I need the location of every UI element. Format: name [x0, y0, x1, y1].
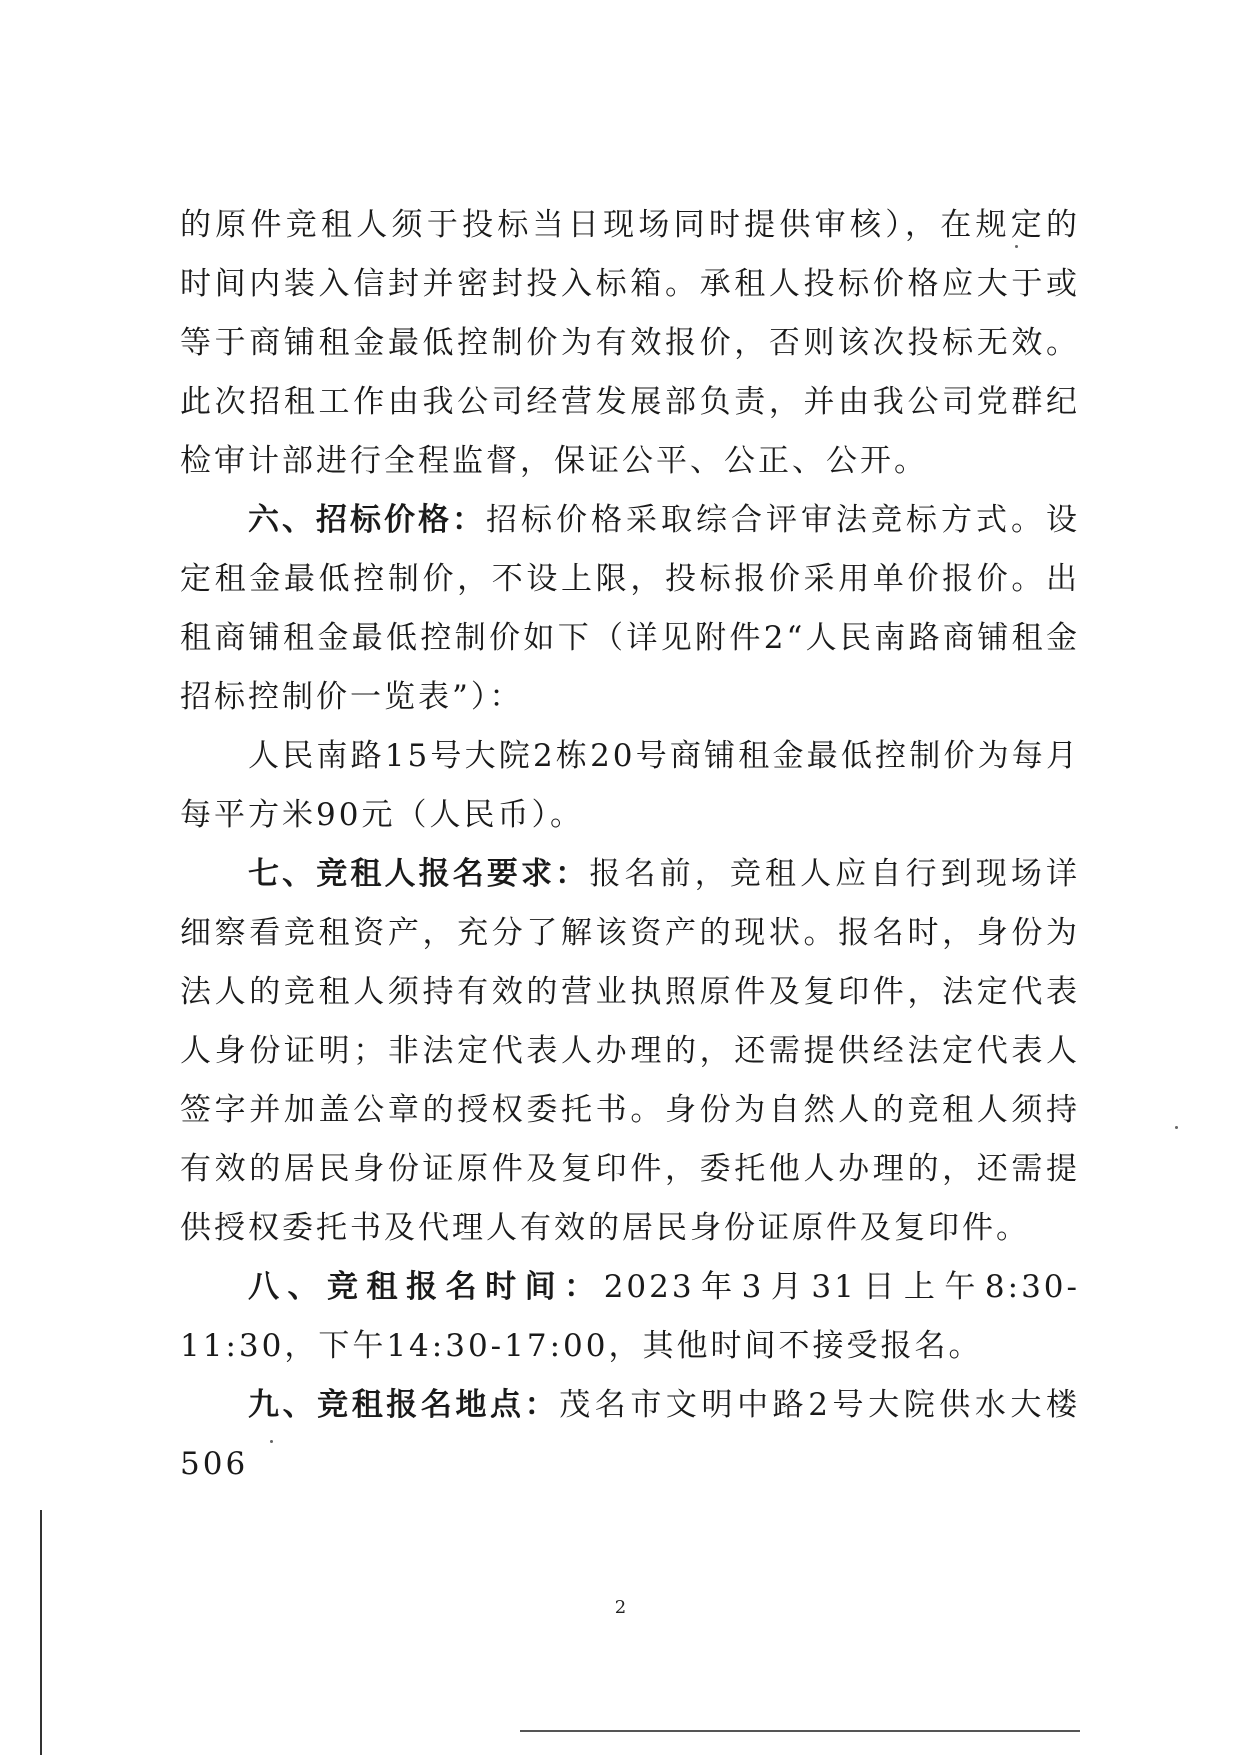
paragraph-text: 招标价格采取综合评审法竞标方式。设定租金最低控制价，不设上限，投标报价采用单价报价。出租商铺租金最低控制价如下（详见附件2“人民南路商铺租金招标控制价一览表”）： — [180, 502, 1080, 715]
paragraph-text: 报名前，竞租人应自行到现场详细察看竞租资产，充分了解该资产的现状。报名时，身份为法人的竞租人须持有效的营业执照原件及复印件，法定代表人身份证明；非法定代表人办理的，还需提供经法定代表人签字并加盖公章的授权委托书。身份为自然人的竞租人须持有效的居民身份证原件及复印件，委托他人办理的，还需提供授权委托书及代理人有效的居民身份证原件及复印件。 — [180, 856, 1081, 1246]
paragraph-registration-location — [180, 1376, 1080, 1494]
section-heading-registration-time: 八、竞租报名时间： — [248, 1269, 604, 1305]
scan-edge-line — [40, 1510, 42, 1755]
paragraph-registration-time — [180, 1258, 1080, 1376]
paragraph-tender-price — [180, 491, 1080, 727]
scan-speck — [1175, 1126, 1178, 1129]
document-body — [180, 196, 1080, 1494]
paragraph-minimum-rent — [180, 727, 1080, 845]
paragraph-text: 茂名市文明中路2号大院供水大楼506 — [180, 1387, 1080, 1482]
paragraph-text: 人民南路15号大院2栋20号商铺租金最低控制价为每月每平方米90元（人民币）。 — [180, 738, 1080, 833]
section-heading-registration-requirements: 七、竞租人报名要求： — [248, 856, 590, 892]
scan-speck — [270, 1440, 273, 1443]
paragraph-bid-submission — [180, 196, 1080, 491]
paragraph-registration-requirements — [180, 845, 1080, 1258]
scan-speck — [1015, 245, 1018, 248]
section-heading-tender-price: 六、招标价格： — [248, 502, 486, 538]
paragraph-text: 的原件竞租人须于投标当日现场同时提供审核），在规定的时间内装入信封并密封投入标箱。承租人投标价格应大于或等于商铺租金最低控制价为有效报价，否则该次投标无效。此次招租工作由我公司经营发展部负责，并由我公司党群纪检审计部进行全程监督，保证公平、公正、公开。 — [180, 207, 1080, 479]
section-heading-registration-location: 九、竞租报名地点： — [248, 1387, 560, 1423]
scan-edge-line — [520, 1730, 1080, 1732]
paragraph-text: 2023年3月31日上午8:30-11:30，下午14:30-17:00，其他时间不接受报名。 — [180, 1269, 1080, 1364]
page-number: 2 — [614, 1597, 627, 1618]
